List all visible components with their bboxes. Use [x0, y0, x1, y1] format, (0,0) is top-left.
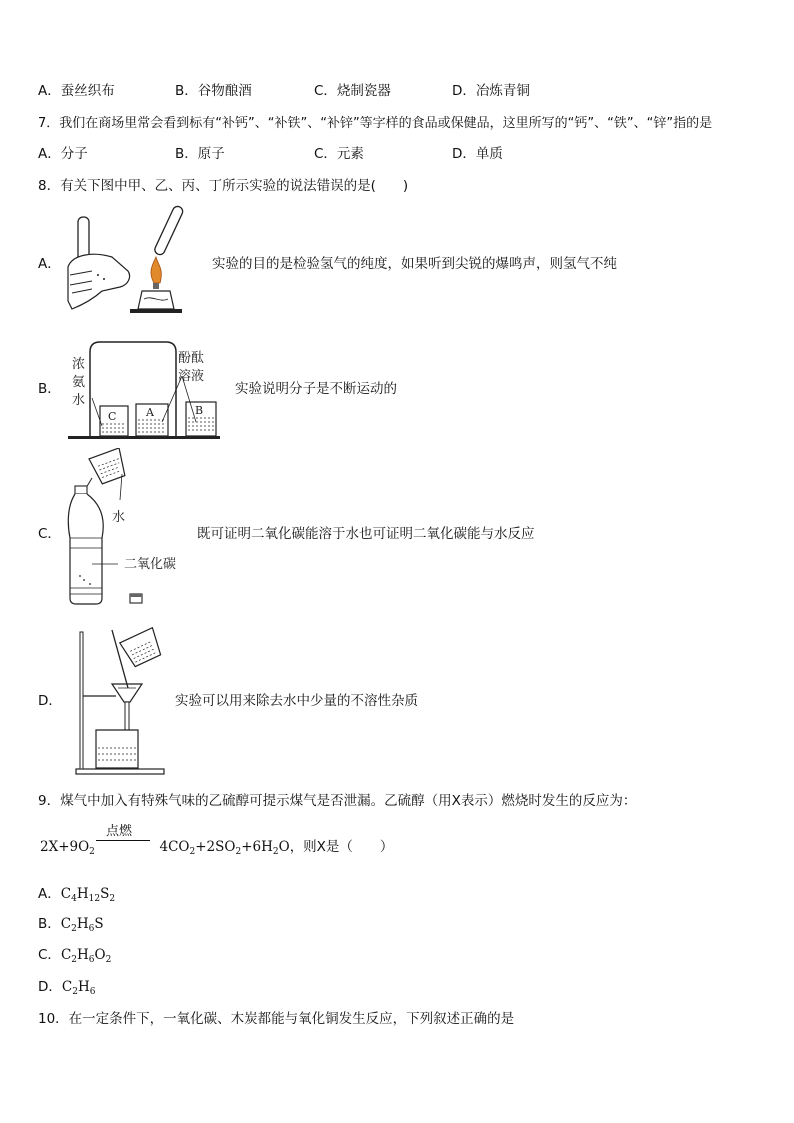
q9-d-p0: C — [61, 979, 73, 995]
q8-option-d-text: 实验可以用来除去水中少量的不溶性杂质 — [175, 693, 418, 709]
hydrogen-purity-test-figure — [62, 205, 187, 320]
q9-b-p1: 2 — [71, 924, 77, 934]
q9-c-p0: C — [60, 947, 72, 963]
q9-option-a — [38, 885, 115, 903]
ammonia-label-3: 水 — [72, 393, 86, 408]
q9-a-p5: 2 — [109, 894, 116, 904]
q9-b-p4: S — [94, 916, 104, 932]
q6-option-a: A．蚕丝织布 — [38, 83, 115, 99]
q9-stem: 9．煤气中加入有特殊气味的乙硫醇可提示煤气是否泄漏。乙硫醇（用X表示）燃烧时发生的反应为： — [38, 793, 637, 809]
ammonia-label-1: 浓 — [72, 357, 86, 372]
q7-option-a: A．分子 — [38, 146, 88, 162]
q7-option-c: C．元素 — [314, 146, 364, 162]
q9-option-b — [38, 915, 104, 933]
q9-a-p3: 12 — [88, 894, 101, 904]
co2-label: 二氧化碳 — [124, 557, 177, 572]
q9-d-p1: 2 — [72, 987, 78, 997]
q9-c-p3: 6 — [88, 955, 95, 965]
phenolphthalein-label-1: 酚酞 — [178, 351, 205, 366]
ammonia-label-2: 氨 — [72, 375, 86, 390]
q6-option-d: D．冶炼青铜 — [452, 83, 530, 99]
q9-a-p4: S — [100, 886, 110, 902]
q8-option-a-label: A． — [38, 256, 61, 272]
eq-right-2: +2SO — [195, 839, 236, 855]
eq-right-sub-1: 2 — [189, 847, 196, 857]
q10-stem: 10．在一定条件下，一氧化碳、木炭都能与氧化铜发生反应，下列叙述正确的是 — [38, 1011, 515, 1027]
q9-b-p2: H — [76, 916, 89, 932]
eq-left: 2X+9O — [40, 839, 90, 855]
q7-stem: 7．我们在商场里常会看到标有“补钙”、“补铁”、“补锌”等字样的食品或保健品，这里所写的“钙”、“铁”、“锌”指的是 — [38, 116, 713, 131]
q9-option-d-label: D． — [38, 979, 62, 995]
q9-option-c — [38, 946, 111, 964]
q6-option-c: C．烧制瓷器 — [314, 83, 391, 99]
cup-c-label: C — [108, 410, 117, 423]
q9-d-p3: 6 — [89, 987, 96, 997]
cup-b-label: B — [195, 404, 204, 417]
molecule-motion-figure — [62, 336, 232, 444]
q8-option-b-label: B． — [38, 381, 61, 397]
q9-option-c-label: C． — [38, 947, 61, 963]
q7-option-d: D．单质 — [452, 146, 503, 162]
q8-stem: 8．有关下图中甲、乙、丙、丁所示实验的说法错误的是( ) — [38, 178, 409, 194]
q9-option-b-label: B． — [38, 916, 61, 932]
q8-option-c-text: 既可证明二氧化碳能溶于水也可证明二氧化碳能与水反应 — [197, 526, 535, 542]
q9-option-d — [38, 978, 96, 996]
q9-a-p1: 4 — [71, 894, 77, 904]
eq-tail: ，则X是（ ） — [289, 839, 394, 855]
cup-a-label: A — [146, 406, 154, 419]
q9-c-p2: H — [77, 947, 89, 963]
q8-option-b-text: 实验说明分子是不断运动的 — [235, 381, 397, 397]
q9-option-a-label: A． — [38, 886, 61, 902]
eq-condition: 点燃 — [106, 824, 133, 839]
phenolphthalein-label-2: 溶液 — [178, 369, 205, 384]
q9-c-p4: O — [94, 947, 106, 963]
q9-b-p3: 6 — [88, 924, 95, 934]
eq-right-sub-2: 2 — [235, 847, 242, 857]
q8-option-a-text: 实验的目的是检验氢气的纯度，如果听到尖锐的爆鸣声，则氢气不纯 — [212, 256, 617, 272]
eq-right-1: 4CO — [159, 839, 190, 855]
water-label: 水 — [112, 510, 126, 525]
eq-right-sub-3: 2 — [272, 847, 279, 857]
eq-right-4: O — [278, 839, 290, 855]
filtration-figure — [72, 626, 172, 776]
q9-c-p5: 2 — [105, 955, 112, 965]
q9-a-p2: H — [76, 886, 89, 902]
eq-right-3: +6H — [241, 839, 273, 855]
eq-left-sub: 2 — [89, 847, 95, 857]
q9-c-p1: 2 — [71, 955, 78, 965]
q7-option-b: B．原子 — [175, 146, 225, 162]
q9-a-p0: C — [60, 886, 72, 902]
q8-option-c-label: C． — [38, 526, 61, 542]
co2-bottle-figure — [62, 448, 192, 610]
q9-equation — [40, 838, 393, 856]
q9-b-p0: C — [60, 916, 72, 932]
q6-option-b: B．谷物酿酒 — [175, 83, 252, 99]
q9-d-p2: H — [77, 979, 90, 995]
eq-arrow-bar — [96, 840, 150, 841]
q8-option-d-label: D． — [38, 693, 62, 709]
